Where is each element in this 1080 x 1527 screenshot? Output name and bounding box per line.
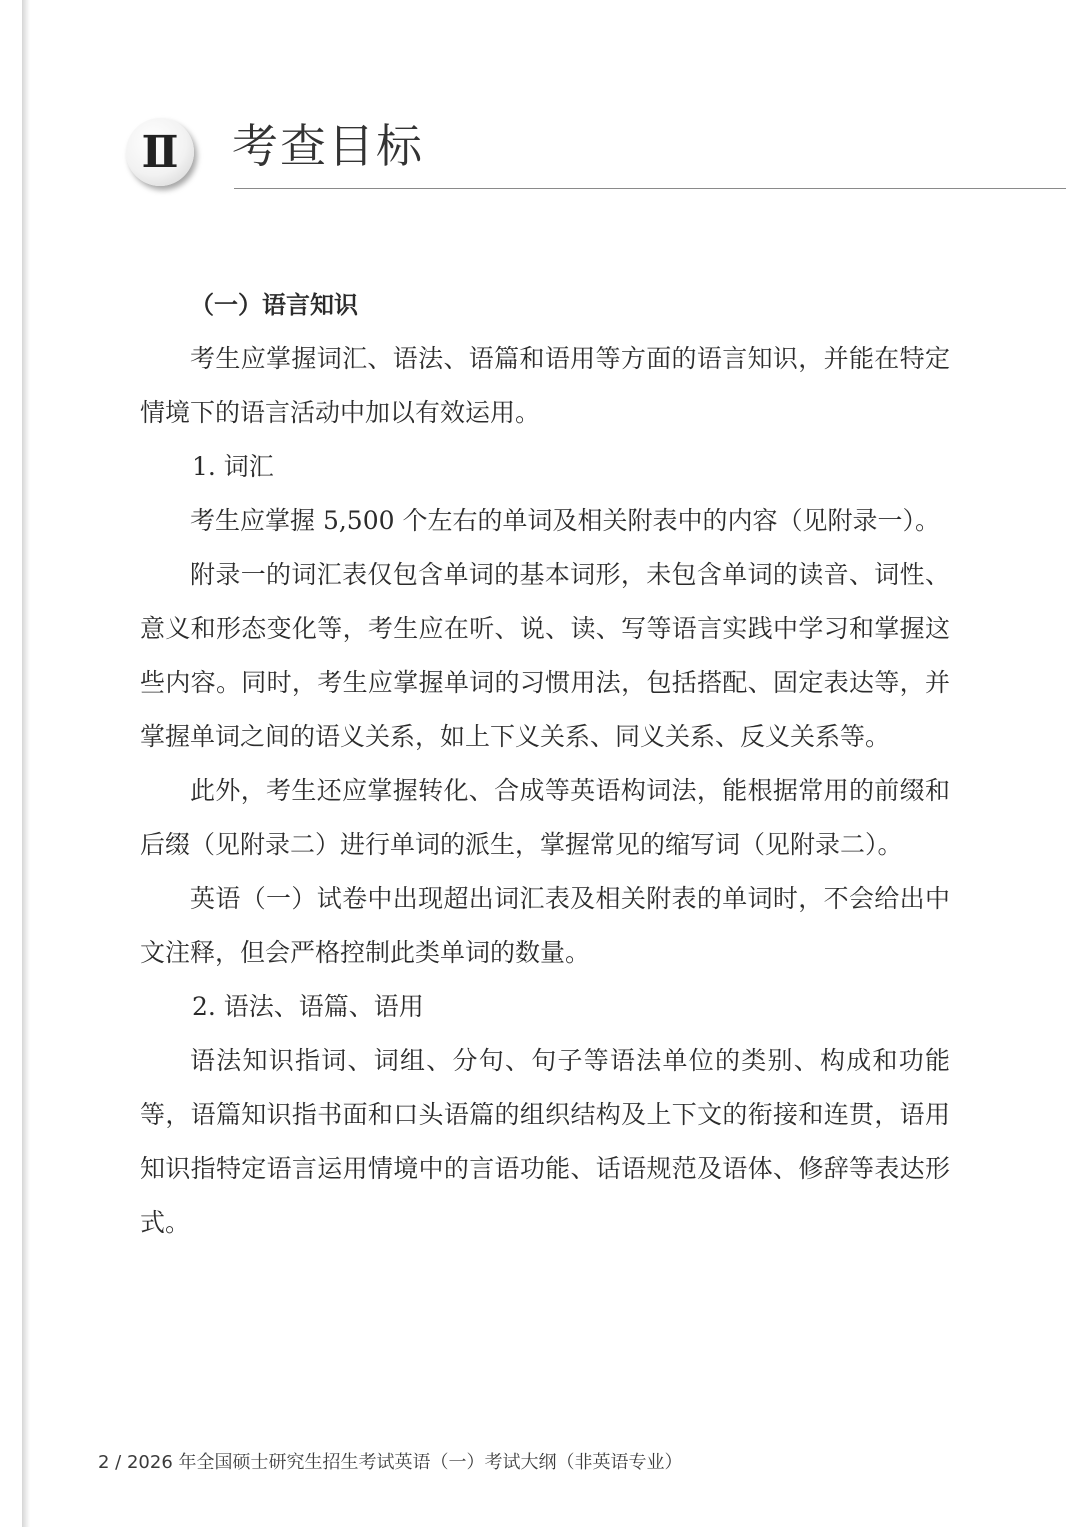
book-spine-shadow (22, 0, 30, 1527)
section-heading: （一）语言知识 (190, 291, 358, 319)
page-body (140, 278, 950, 1250)
chapter-header (126, 112, 1066, 202)
footer-book-title: 2026 年全国硕士研究生招生考试英语（一）考试大纲（非英语专业） (126, 1452, 683, 1473)
grammar-paragraph: 语法知识指词、词组、分句、句子等语法单位的类别、构成和功能等，语篇知识指书面和口头语篇的组织结构及上下文的衔接和连贯，语用知识指特定语言运用情境中的言语功能、话语规范及语体、修辞等表达形式。 (140, 1046, 950, 1237)
vocabulary-paragraph: 英语（一）试卷中出现超出词汇表及相关附表的单词时，不会给出中文注释，但会严格控制此类单词的数量。 (140, 884, 950, 967)
section-intro-paragraph: 考生应掌握词汇、语法、语篇和语用等方面的语言知识，并能在特定情境下的语言活动中加以有效运用。 (140, 344, 950, 427)
footer-separator: / (109, 1452, 127, 1473)
page-footer (98, 1448, 683, 1474)
chapter-divider (234, 188, 1066, 189)
grammar-heading: 2. 语法、语篇、语用 (192, 992, 424, 1021)
page-number: 2 (98, 1452, 110, 1473)
vocabulary-paragraph: 考生应掌握 5,500 个左右的单词及相关附表中的内容（见附录一）。 (190, 506, 940, 535)
vocabulary-paragraph: 此外，考生还应掌握转化、合成等英语构词法，能根据常用的前缀和后缀（见附录二）进行单词的派生，掌握常见的缩写词（见附录二）。 (140, 776, 950, 859)
chapter-number-badge: Ⅱ (126, 118, 194, 186)
vocabulary-heading: 1. 词汇 (192, 452, 274, 481)
chapter-title: 考查目标 (232, 119, 424, 173)
vocabulary-paragraph: 附录一的词汇表仅包含单词的基本词形，未包含单词的读音、词性、意义和形态变化等，考生应在听、说、读、写等语言实践中学习和掌握这些内容。同时，考生应掌握单词的习惯用法，包括搭配、固定表达等，并掌握单词之间的语义关系，如上下义关系、同义关系、反义关系等。 (140, 560, 950, 751)
